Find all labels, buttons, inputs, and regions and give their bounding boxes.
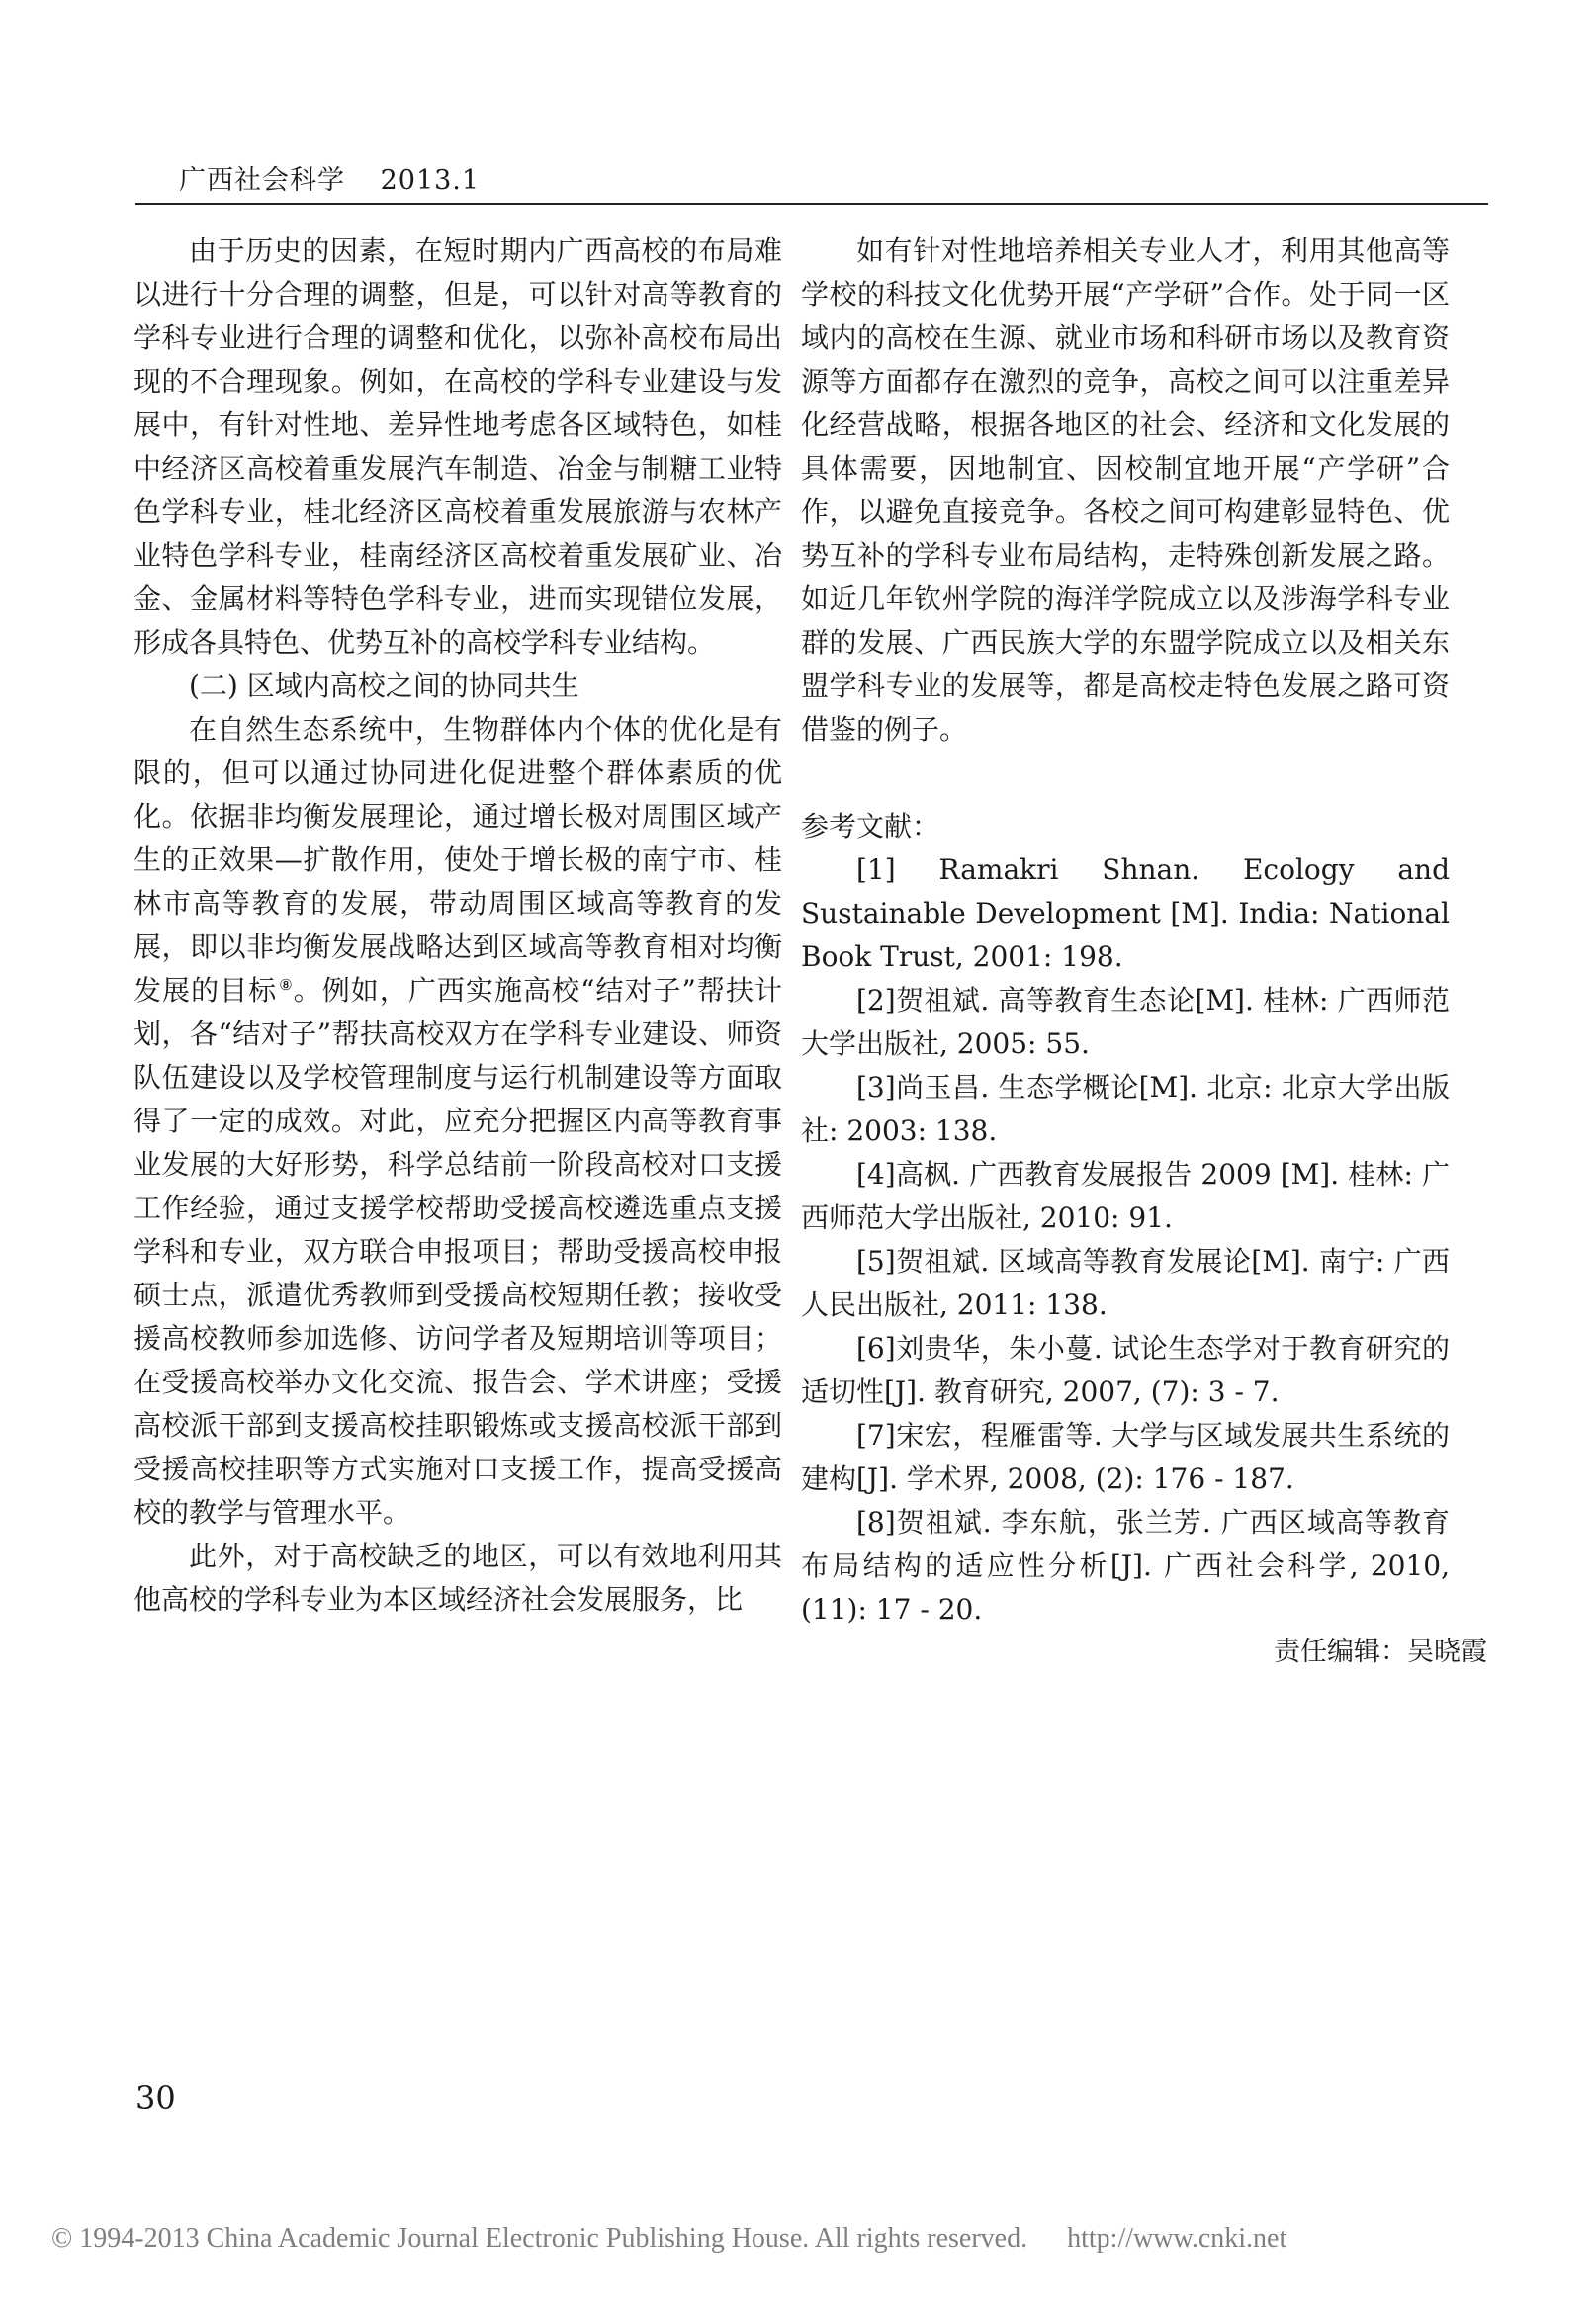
- reference-item: [1] Ramakri Shnan. Ecology and Sustainable Development [M]. India: National Book Trust, 2001: 198.: [801, 853, 1450, 973]
- reference-item: [3]尚玉昌. 生态学概论[M]. 北京: 北京大学出版社: 2003: 138.: [801, 1071, 1450, 1147]
- references-list: [801, 848, 1450, 1632]
- reference-item: [2]贺祖斌. 高等教育生态论[M]. 桂林: 广西师范大学出版社, 2005: 55.: [801, 984, 1450, 1060]
- paragraph-text: 。例如，广西实施高校“结对子”帮扶计划，各“结对子”帮扶高校双方在学科专业建设、师资队伍建设以及学校管理制度与运行机制建设等方面取得了一定的成效。对此，应充分把握区内高等教育事业发展的大好形势，科学总结前一阶段高校对口支援工作经验，通过支援学校帮助受援高校遴选重点支援学科和专业，双方联合申报项目；帮助受援高校申报硕士点，派遣优秀教师到受援高校短期任教；接收受援高校教师参加选修、访问学者及短期培训等项目；在受援高校举办文化交流、报告会、学术讲座；受援高校派干部到支援高校挂职锻炼或支援高校派干部到受援高校挂职等方式实施对口支援工作，提高受援高校的教学与管理水平。: [133, 974, 782, 1529]
- right-column: [801, 229, 1450, 1632]
- section-subheading: (二) 区域内高校之间的协同共生: [189, 669, 579, 702]
- copyright-text: © 1994-2013 China Academic Journal Electronic Publishing House. All rights reserved.: [51, 2223, 1028, 2254]
- paragraph: 由于历史的因素，在短时期内广西高校的布局难以进行十分合理的调整，但是，可以针对高等教育的学科专业进行合理的调整和优化，以弥补高校布局出现的不合理现象。例如，在高校的学科专业建设与发展中，有针对性地、差异性地考虑各区域特色，如桂中经济区高校着重发展汽车制造、冶金与制糖工业特色学科专业，桂北经济区高校着重发展旅游与农林产业特色学科专业，桂南经济区高校着重发展矿业、冶金、金属材料等特色学科专业，进而实现错位发展，形成各具特色、优势互补的高校学科专业结构。: [133, 234, 782, 659]
- page-number: 30: [135, 2080, 176, 2117]
- paragraph: [133, 708, 782, 1535]
- header-rule: [135, 203, 1488, 205]
- reference-item: [5]贺祖斌. 区域高等教育发展论[M]. 南宁: 广西人民出版社, 2011: 138.: [801, 1245, 1450, 1321]
- issue-number: 2013.1: [380, 165, 481, 196]
- reference-item: [4]高枫. 广西教育发展报告 2009 [M]. 桂林: 广西师范大学出版社, 2010: 91.: [801, 1158, 1450, 1234]
- citation-marker: ⑧: [279, 975, 294, 994]
- reference-item: [7]宋宏，程雁雷等. 大学与区域发展共生系统的建构[J]. 学术界, 2008, (2): 176 - 187.: [801, 1419, 1450, 1495]
- copyright-footer: [51, 2223, 1286, 2255]
- paragraph-text: 在自然生态系统中，生物群体内个体的优化是有限的，但可以通过协同进化促进整个群体素质的优化。依据非均衡发展理论，通过增长极对周围区域产生的正效果—扩散作用，使处于增长极的南宁市、桂林市高等教育的发展，带动周围区域高等教育的发展，即以非均衡发展战略达到区域高等教育相对均衡发展的目标: [133, 713, 782, 1007]
- references-title: 参考文献：: [801, 810, 940, 842]
- running-header: [179, 158, 480, 197]
- journal-name: 广西社会科学: [179, 165, 345, 196]
- reference-item: [6]刘贵华，朱小蔓. 试论生态学对于教育研究的适切性[J]. 教育研究, 2007, (7): 3 - 7.: [801, 1332, 1450, 1408]
- left-column: [133, 229, 782, 1622]
- reference-item: [8]贺祖斌. 李东航，张兰芳. 广西区域高等教育布局结构的适应性分析[J]. 广西社会科学, 2010, (11): 17 - 20.: [801, 1506, 1450, 1626]
- paragraph: 如有针对性地培养相关专业人才，利用其他高等学校的科技文化优势开展“产学研”合作。处于同一区域内的高校在生源、就业市场和科研市场以及教育资源等方面都存在激烈的竞争，高校之间可以注重差异化经营战略，根据各地区的社会、经济和文化发展的具体需要，因地制宜、因校制宜地开展“产学研”合作，以避免直接竞争。各校之间可构建彰显特色、优势互补的学科专业布局结构，走特殊创新发展之路。如近几年钦州学院的海洋学院成立以及涉海学科专业群的发展、广西民族大学的东盟学院成立以及相关东盟学科专业的发展等，都是高校走特色发展之路可资借鉴的例子。: [801, 234, 1450, 746]
- responsible-editor: 责任编辑：吴晓霞: [1274, 1637, 1487, 1667]
- paragraph: 此外，对于高校缺乏的地区，可以有效地利用其他高校的学科专业为本区域经济社会发展服务，比: [133, 1540, 782, 1616]
- footer-url: http://www.cnki.net: [1067, 2223, 1287, 2254]
